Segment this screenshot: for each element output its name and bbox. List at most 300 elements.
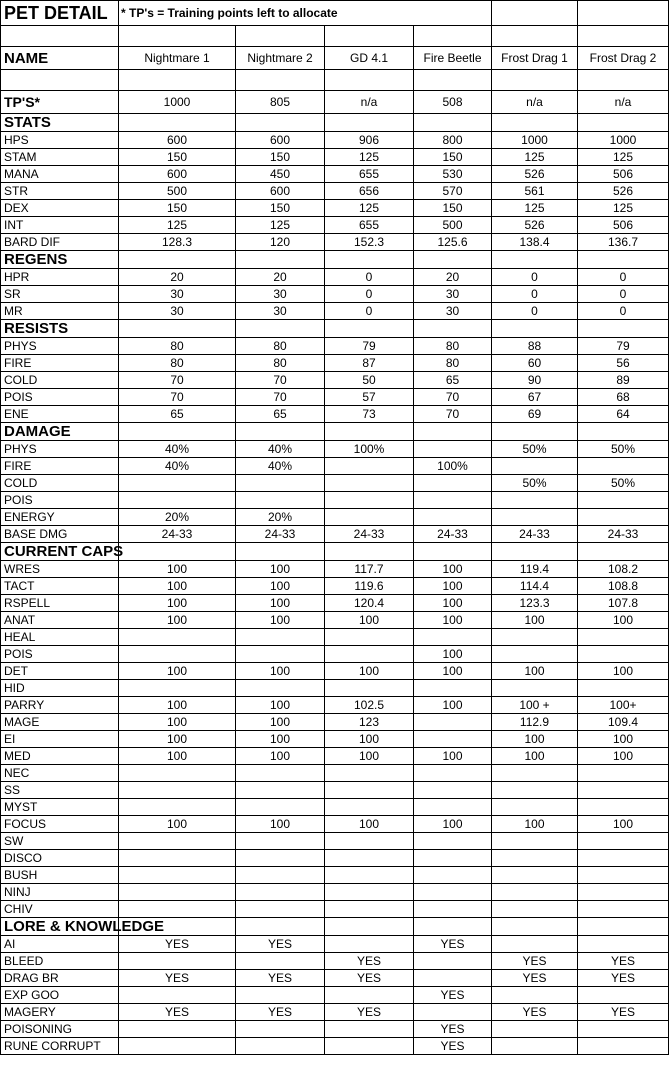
value-cell[interactable]	[325, 867, 414, 884]
value-cell[interactable]: 80	[119, 338, 236, 355]
row-label-base-dmg[interactable]: BASE DMG	[1, 526, 119, 543]
value-cell[interactable]: 20	[414, 269, 492, 286]
value-cell[interactable]: 40%	[119, 458, 236, 475]
section-title[interactable]: REGENS	[1, 251, 119, 269]
value-cell[interactable]	[236, 475, 325, 492]
empty-cell[interactable]	[414, 543, 492, 561]
empty-cell[interactable]	[578, 918, 669, 936]
value-cell[interactable]	[414, 901, 492, 918]
value-cell[interactable]	[492, 765, 578, 782]
value-cell[interactable]: 100	[119, 714, 236, 731]
value-cell[interactable]: YES	[414, 1021, 492, 1038]
value-cell[interactable]: 100	[414, 578, 492, 595]
value-cell[interactable]	[578, 646, 669, 663]
value-cell[interactable]	[492, 901, 578, 918]
value-cell[interactable]: 125	[119, 217, 236, 234]
value-cell[interactable]: 100%	[325, 441, 414, 458]
value-cell[interactable]: 70	[414, 406, 492, 423]
value-cell[interactable]	[236, 492, 325, 509]
value-cell[interactable]	[414, 884, 492, 901]
value-cell[interactable]: 0	[492, 303, 578, 320]
row-label-hid[interactable]: HID	[1, 680, 119, 697]
value-cell[interactable]: 107.8	[578, 595, 669, 612]
row-label-anat[interactable]: ANAT	[1, 612, 119, 629]
value-cell[interactable]: 100	[236, 612, 325, 629]
value-cell[interactable]: 600	[119, 166, 236, 183]
value-cell[interactable]: 152.3	[325, 234, 414, 251]
value-cell[interactable]: 150	[119, 149, 236, 166]
row-label-hpr[interactable]: HPR	[1, 269, 119, 286]
pet-header-nightmare-1[interactable]: Nightmare 1	[119, 47, 236, 70]
value-cell[interactable]: 100	[119, 697, 236, 714]
value-cell[interactable]: 125	[236, 217, 325, 234]
value-cell[interactable]: 100	[578, 816, 669, 833]
value-cell[interactable]: 80	[236, 338, 325, 355]
value-cell[interactable]: 0	[492, 286, 578, 303]
row-label-mage[interactable]: MAGE	[1, 714, 119, 731]
empty-cell[interactable]	[236, 114, 325, 132]
value-cell[interactable]: 114.4	[492, 578, 578, 595]
tp-note[interactable]: * TP's = Training points left to allocate	[119, 1, 492, 26]
value-cell[interactable]	[325, 680, 414, 697]
row-label-fire[interactable]: FIRE	[1, 355, 119, 372]
empty-cell[interactable]	[325, 543, 414, 561]
value-cell[interactable]: 100	[414, 612, 492, 629]
value-cell[interactable]	[414, 867, 492, 884]
empty-cell[interactable]	[414, 423, 492, 441]
row-label-bard-dif[interactable]: BARD DIF	[1, 234, 119, 251]
value-cell[interactable]: 123	[325, 714, 414, 731]
row-label-myst[interactable]: MYST	[1, 799, 119, 816]
value-cell[interactable]: YES	[325, 953, 414, 970]
value-cell[interactable]	[414, 799, 492, 816]
empty-cell[interactable]	[492, 114, 578, 132]
value-cell[interactable]	[119, 765, 236, 782]
row-label-sw[interactable]: SW	[1, 833, 119, 850]
value-cell[interactable]	[325, 475, 414, 492]
value-cell[interactable]: 136.7	[578, 234, 669, 251]
value-cell[interactable]	[414, 509, 492, 526]
row-label-heal[interactable]: HEAL	[1, 629, 119, 646]
value-cell[interactable]: 50%	[492, 441, 578, 458]
value-cell[interactable]: 100	[414, 561, 492, 578]
row-label-disco[interactable]: DISCO	[1, 850, 119, 867]
value-cell[interactable]: 100	[325, 748, 414, 765]
value-cell[interactable]: 526	[492, 166, 578, 183]
empty-cell[interactable]	[578, 1, 669, 26]
empty-cell[interactable]	[325, 918, 414, 936]
value-cell[interactable]	[236, 901, 325, 918]
value-cell[interactable]	[492, 1038, 578, 1055]
empty-cell[interactable]	[325, 114, 414, 132]
value-cell[interactable]: 24-33	[492, 526, 578, 543]
value-cell[interactable]: 100	[119, 578, 236, 595]
row-label-bush[interactable]: BUSH	[1, 867, 119, 884]
value-cell[interactable]: 24-33	[119, 526, 236, 543]
value-cell[interactable]: 138.4	[492, 234, 578, 251]
value-cell[interactable]: 100	[414, 816, 492, 833]
row-label-mana[interactable]: MANA	[1, 166, 119, 183]
row-label-med[interactable]: MED	[1, 748, 119, 765]
value-cell[interactable]: 125	[492, 200, 578, 217]
value-cell[interactable]	[578, 509, 669, 526]
value-cell[interactable]	[325, 782, 414, 799]
value-cell[interactable]: 87	[325, 355, 414, 372]
row-label-hps[interactable]: HPS	[1, 132, 119, 149]
value-cell[interactable]	[492, 936, 578, 953]
empty-cell[interactable]	[236, 423, 325, 441]
value-cell[interactable]	[492, 1021, 578, 1038]
value-cell[interactable]: 100	[414, 663, 492, 680]
value-cell[interactable]: 150	[414, 200, 492, 217]
value-cell[interactable]: 30	[119, 286, 236, 303]
name-label[interactable]: NAME	[1, 47, 119, 70]
value-cell[interactable]: 40%	[119, 441, 236, 458]
value-cell[interactable]	[236, 850, 325, 867]
value-cell[interactable]	[325, 884, 414, 901]
value-cell[interactable]	[414, 782, 492, 799]
value-cell[interactable]: 80	[119, 355, 236, 372]
value-cell[interactable]: 100	[325, 663, 414, 680]
row-label-ninj[interactable]: NINJ	[1, 884, 119, 901]
empty-cell[interactable]	[578, 543, 669, 561]
row-label-stam[interactable]: STAM	[1, 149, 119, 166]
pet-header-frost-drag-2[interactable]: Frost Drag 2	[578, 47, 669, 70]
value-cell[interactable]: 24-33	[414, 526, 492, 543]
value-cell[interactable]: 100	[119, 816, 236, 833]
section-title[interactable]: LORE & KNOWLEDGE	[1, 918, 119, 936]
value-cell[interactable]: 100	[236, 816, 325, 833]
value-cell[interactable]: 100	[578, 748, 669, 765]
value-cell[interactable]	[492, 850, 578, 867]
value-cell[interactable]: 100+	[578, 697, 669, 714]
value-cell[interactable]: 100	[414, 646, 492, 663]
row-label-cold[interactable]: COLD	[1, 372, 119, 389]
value-cell[interactable]	[325, 492, 414, 509]
value-cell[interactable]	[325, 901, 414, 918]
empty-cell[interactable]	[492, 918, 578, 936]
row-label-cold[interactable]: COLD	[1, 475, 119, 492]
row-label-fire[interactable]: FIRE	[1, 458, 119, 475]
tps-label[interactable]: TP'S*	[1, 91, 119, 114]
value-cell[interactable]: 100	[236, 595, 325, 612]
value-cell[interactable]	[578, 901, 669, 918]
value-cell[interactable]	[578, 492, 669, 509]
value-cell[interactable]	[492, 782, 578, 799]
value-cell[interactable]: 0	[325, 303, 414, 320]
value-cell[interactable]	[119, 1021, 236, 1038]
tps-cell[interactable]: 1000	[119, 91, 236, 114]
value-cell[interactable]	[578, 936, 669, 953]
value-cell[interactable]	[236, 782, 325, 799]
empty-cell[interactable]	[492, 320, 578, 338]
value-cell[interactable]: 450	[236, 166, 325, 183]
value-cell[interactable]: 125	[325, 200, 414, 217]
value-cell[interactable]	[119, 901, 236, 918]
value-cell[interactable]: 0	[492, 269, 578, 286]
value-cell[interactable]: 100	[414, 595, 492, 612]
value-cell[interactable]: 108.2	[578, 561, 669, 578]
empty-cell[interactable]	[119, 251, 236, 269]
row-label-pois[interactable]: POIS	[1, 492, 119, 509]
value-cell[interactable]: YES	[492, 1004, 578, 1021]
value-cell[interactable]: YES	[414, 936, 492, 953]
value-cell[interactable]: YES	[578, 953, 669, 970]
value-cell[interactable]: YES	[578, 1004, 669, 1021]
value-cell[interactable]: 100%	[414, 458, 492, 475]
value-cell[interactable]: YES	[119, 970, 236, 987]
value-cell[interactable]: 89	[578, 372, 669, 389]
value-cell[interactable]	[414, 833, 492, 850]
value-cell[interactable]	[325, 646, 414, 663]
value-cell[interactable]	[236, 953, 325, 970]
value-cell[interactable]	[119, 867, 236, 884]
value-cell[interactable]: YES	[414, 987, 492, 1004]
value-cell[interactable]: 100	[325, 612, 414, 629]
value-cell[interactable]: YES	[414, 1038, 492, 1055]
value-cell[interactable]	[325, 509, 414, 526]
value-cell[interactable]	[119, 492, 236, 509]
empty-cell[interactable]	[578, 320, 669, 338]
value-cell[interactable]: 100	[492, 731, 578, 748]
value-cell[interactable]	[236, 1038, 325, 1055]
value-cell[interactable]: 150	[236, 200, 325, 217]
value-cell[interactable]	[236, 765, 325, 782]
value-cell[interactable]: 120	[236, 234, 325, 251]
pet-header-nightmare-2[interactable]: Nightmare 2	[236, 47, 325, 70]
value-cell[interactable]: 65	[414, 372, 492, 389]
value-cell[interactable]	[492, 799, 578, 816]
row-label-rspell[interactable]: RSPELL	[1, 595, 119, 612]
value-cell[interactable]: 1000	[492, 132, 578, 149]
value-cell[interactable]: 30	[236, 303, 325, 320]
row-label-exp-goo[interactable]: EXP GOO	[1, 987, 119, 1004]
row-label-drag-br[interactable]: DRAG BR	[1, 970, 119, 987]
tps-cell[interactable]: n/a	[325, 91, 414, 114]
value-cell[interactable]: 119.4	[492, 561, 578, 578]
value-cell[interactable]	[119, 1038, 236, 1055]
value-cell[interactable]: 70	[236, 372, 325, 389]
value-cell[interactable]: 570	[414, 183, 492, 200]
value-cell[interactable]: 70	[414, 389, 492, 406]
value-cell[interactable]	[578, 867, 669, 884]
value-cell[interactable]	[414, 441, 492, 458]
value-cell[interactable]	[492, 833, 578, 850]
empty-cell[interactable]	[236, 543, 325, 561]
value-cell[interactable]: 88	[492, 338, 578, 355]
value-cell[interactable]	[492, 646, 578, 663]
value-cell[interactable]: 30	[119, 303, 236, 320]
value-cell[interactable]	[236, 799, 325, 816]
value-cell[interactable]: 100	[492, 748, 578, 765]
empty-cell[interactable]	[325, 251, 414, 269]
value-cell[interactable]: 24-33	[578, 526, 669, 543]
value-cell[interactable]: 30	[414, 303, 492, 320]
value-cell[interactable]	[325, 765, 414, 782]
value-cell[interactable]: 50%	[578, 475, 669, 492]
value-cell[interactable]	[578, 680, 669, 697]
value-cell[interactable]	[119, 884, 236, 901]
row-label-nec[interactable]: NEC	[1, 765, 119, 782]
value-cell[interactable]	[414, 1004, 492, 1021]
value-cell[interactable]	[492, 867, 578, 884]
value-cell[interactable]: 600	[119, 132, 236, 149]
value-cell[interactable]: 0	[578, 286, 669, 303]
value-cell[interactable]	[492, 680, 578, 697]
value-cell[interactable]: YES	[236, 936, 325, 953]
value-cell[interactable]: 60	[492, 355, 578, 372]
row-label-energy[interactable]: ENERGY	[1, 509, 119, 526]
tps-cell[interactable]: 508	[414, 91, 492, 114]
row-label-mr[interactable]: MR	[1, 303, 119, 320]
value-cell[interactable]: 100	[578, 612, 669, 629]
empty-cell[interactable]	[119, 320, 236, 338]
row-label-ei[interactable]: EI	[1, 731, 119, 748]
empty-cell[interactable]	[492, 423, 578, 441]
value-cell[interactable]	[325, 799, 414, 816]
value-cell[interactable]	[414, 731, 492, 748]
tps-cell[interactable]: n/a	[492, 91, 578, 114]
value-cell[interactable]: YES	[119, 1004, 236, 1021]
value-cell[interactable]: 561	[492, 183, 578, 200]
value-cell[interactable]	[119, 850, 236, 867]
empty-cell[interactable]	[119, 114, 236, 132]
value-cell[interactable]: 65	[236, 406, 325, 423]
value-cell[interactable]	[578, 458, 669, 475]
value-cell[interactable]: 100	[414, 748, 492, 765]
value-cell[interactable]: 120.4	[325, 595, 414, 612]
empty-cell[interactable]	[492, 1, 578, 26]
value-cell[interactable]	[578, 782, 669, 799]
value-cell[interactable]	[236, 867, 325, 884]
value-cell[interactable]: 67	[492, 389, 578, 406]
row-label-phys[interactable]: PHYS	[1, 441, 119, 458]
value-cell[interactable]: 500	[414, 217, 492, 234]
row-label-rune-corrupt[interactable]: RUNE CORRUPT	[1, 1038, 119, 1055]
empty-cell[interactable]	[492, 251, 578, 269]
value-cell[interactable]: 64	[578, 406, 669, 423]
row-label-parry[interactable]: PARRY	[1, 697, 119, 714]
pet-header-fire-beetle[interactable]: Fire Beetle	[414, 47, 492, 70]
value-cell[interactable]	[414, 765, 492, 782]
value-cell[interactable]: 125.6	[414, 234, 492, 251]
value-cell[interactable]: 65	[119, 406, 236, 423]
value-cell[interactable]: 125	[578, 149, 669, 166]
row-label-str[interactable]: STR	[1, 183, 119, 200]
value-cell[interactable]: 117.7	[325, 561, 414, 578]
value-cell[interactable]	[414, 680, 492, 697]
value-cell[interactable]: 90	[492, 372, 578, 389]
value-cell[interactable]: 600	[236, 132, 325, 149]
empty-cell[interactable]	[414, 251, 492, 269]
value-cell[interactable]: 125	[578, 200, 669, 217]
value-cell[interactable]: 20%	[119, 509, 236, 526]
value-cell[interactable]	[236, 987, 325, 1004]
tps-cell[interactable]: 805	[236, 91, 325, 114]
value-cell[interactable]	[119, 953, 236, 970]
value-cell[interactable]	[236, 646, 325, 663]
row-label-bleed[interactable]: BLEED	[1, 953, 119, 970]
value-cell[interactable]	[492, 987, 578, 1004]
value-cell[interactable]: 109.4	[578, 714, 669, 731]
value-cell[interactable]	[492, 458, 578, 475]
value-cell[interactable]: 906	[325, 132, 414, 149]
value-cell[interactable]: YES	[119, 936, 236, 953]
value-cell[interactable]	[119, 646, 236, 663]
value-cell[interactable]: 100	[325, 731, 414, 748]
value-cell[interactable]: 100	[578, 731, 669, 748]
value-cell[interactable]: 100	[492, 816, 578, 833]
empty-cell[interactable]	[414, 114, 492, 132]
value-cell[interactable]: 100	[492, 663, 578, 680]
value-cell[interactable]	[325, 936, 414, 953]
value-cell[interactable]	[236, 1021, 325, 1038]
value-cell[interactable]	[236, 629, 325, 646]
value-cell[interactable]: 0	[578, 303, 669, 320]
row-label-pois[interactable]: POIS	[1, 646, 119, 663]
empty-cell[interactable]	[236, 320, 325, 338]
section-title[interactable]: RESISTS	[1, 320, 119, 338]
value-cell[interactable]	[236, 680, 325, 697]
value-cell[interactable]: 100 +	[492, 697, 578, 714]
empty-cell[interactable]	[236, 918, 325, 936]
row-label-tact[interactable]: TACT	[1, 578, 119, 595]
value-cell[interactable]: 100	[236, 748, 325, 765]
value-cell[interactable]	[325, 1038, 414, 1055]
value-cell[interactable]: 100	[119, 731, 236, 748]
value-cell[interactable]	[119, 629, 236, 646]
value-cell[interactable]	[325, 629, 414, 646]
value-cell[interactable]: 1000	[578, 132, 669, 149]
value-cell[interactable]: 125	[492, 149, 578, 166]
row-label-ss[interactable]: SS	[1, 782, 119, 799]
value-cell[interactable]: 100	[236, 663, 325, 680]
value-cell[interactable]: 150	[236, 149, 325, 166]
empty-cell[interactable]	[119, 423, 236, 441]
row-label-dex[interactable]: DEX	[1, 200, 119, 217]
value-cell[interactable]: 656	[325, 183, 414, 200]
value-cell[interactable]: 0	[325, 269, 414, 286]
value-cell[interactable]	[119, 987, 236, 1004]
value-cell[interactable]: 506	[578, 166, 669, 183]
value-cell[interactable]: 655	[325, 217, 414, 234]
value-cell[interactable]: 526	[492, 217, 578, 234]
value-cell[interactable]	[119, 833, 236, 850]
value-cell[interactable]: 150	[119, 200, 236, 217]
row-label-magery[interactable]: MAGERY	[1, 1004, 119, 1021]
value-cell[interactable]: 530	[414, 166, 492, 183]
value-cell[interactable]: 600	[236, 183, 325, 200]
value-cell[interactable]	[578, 799, 669, 816]
value-cell[interactable]: 100	[414, 697, 492, 714]
value-cell[interactable]: 0	[578, 269, 669, 286]
value-cell[interactable]: 70	[119, 372, 236, 389]
pet-header-gd-4-1[interactable]: GD 4.1	[325, 47, 414, 70]
value-cell[interactable]: 125	[325, 149, 414, 166]
value-cell[interactable]: 70	[119, 389, 236, 406]
row-label-pois[interactable]: POIS	[1, 389, 119, 406]
value-cell[interactable]: 69	[492, 406, 578, 423]
value-cell[interactable]: 100	[578, 663, 669, 680]
empty-cell[interactable]	[119, 543, 236, 561]
value-cell[interactable]: YES	[325, 970, 414, 987]
pet-header-frost-drag-1[interactable]: Frost Drag 1	[492, 47, 578, 70]
empty-cell[interactable]	[578, 114, 669, 132]
value-cell[interactable]: 68	[578, 389, 669, 406]
value-cell[interactable]	[578, 629, 669, 646]
value-cell[interactable]: YES	[325, 1004, 414, 1021]
row-label-ai[interactable]: AI	[1, 936, 119, 953]
